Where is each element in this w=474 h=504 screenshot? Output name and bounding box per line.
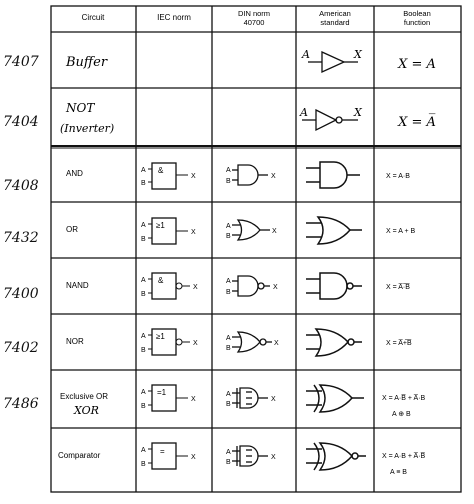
header-circuit: Circuit: [81, 13, 105, 22]
iec-nor-out: X: [193, 340, 198, 347]
din-nor-symbol: [232, 332, 272, 352]
ic-number-buffer: 7407: [3, 54, 39, 70]
iec-or-out: X: [191, 229, 196, 236]
iec-nand-symbol: [141, 273, 198, 299]
iec-nor-text: ≥1: [156, 332, 165, 341]
iec-and-in-a: A: [141, 167, 146, 174]
american-xnor-symbol: [306, 443, 366, 470]
american-and-symbol: [306, 162, 360, 188]
iec-comparator-out: X: [191, 454, 196, 461]
ic-number-nand: 7400: [3, 286, 39, 302]
boolean-not: X = A̅: [398, 115, 436, 130]
boolean-or: X = A + B: [386, 228, 416, 235]
iec-comparator-in-a: A: [141, 447, 146, 454]
iec-nand-out: X: [193, 284, 198, 291]
header-din-line2: 40700: [243, 18, 265, 27]
din-nor-in-b: B: [226, 345, 231, 352]
din-xor-out: X: [271, 396, 276, 403]
din-comparator-in-b: B: [226, 459, 231, 466]
boolean-nor: X = A̅+̅B̅: [386, 340, 412, 347]
circuit-or: OR: [66, 225, 78, 234]
boolean-and: X = A·B: [386, 173, 410, 180]
american-buffer-symbol: [308, 52, 358, 72]
iec-xor-in-a: A: [141, 389, 146, 396]
din-or-symbol: [232, 220, 270, 240]
header-boolean: [403, 9, 431, 27]
ic-number-or: 7432: [3, 230, 39, 246]
ic-number-nor: 7402: [3, 340, 39, 356]
iec-nor-in-b: B: [141, 347, 146, 354]
din-and-out: X: [271, 173, 276, 180]
iec-comparator-symbol: [141, 443, 196, 469]
circuit-and: AND: [66, 169, 83, 178]
boolean-xor: X = A·B̅ + A̅·B: [382, 395, 426, 402]
din-xor-symbol: [232, 388, 268, 408]
iec-or-in-b: B: [141, 236, 146, 243]
din-comparator-out: X: [271, 454, 276, 461]
iec-xor-in-b: B: [141, 403, 146, 410]
boolean-comparator-sub: A ≡ B: [390, 469, 407, 476]
din-and-in-b: B: [226, 178, 231, 185]
buffer-input-label: A: [302, 48, 310, 61]
ic-number-not: 7404: [3, 114, 39, 130]
circuit-xor: Exclusive OR: [60, 392, 109, 401]
not-input-label: A: [300, 106, 308, 119]
iec-comparator-in-b: B: [141, 461, 146, 468]
din-xor-in-b: B: [226, 401, 231, 408]
din-nand-symbol: [232, 276, 270, 296]
header-boolean-line2: function: [403, 18, 431, 27]
din-nand-in-b: B: [226, 289, 231, 296]
iec-nand-in-b: B: [141, 291, 146, 298]
header-american: [319, 9, 351, 27]
iec-nor-symbol: [141, 329, 198, 355]
circuit-nor: NOR: [66, 337, 84, 346]
iec-or-symbol: [141, 218, 196, 244]
din-or-out: X: [272, 228, 277, 235]
header-din: [238, 9, 270, 27]
american-nor-symbol: [306, 329, 362, 356]
din-and-in-a: A: [226, 167, 231, 174]
circuit-not-sub: (Inverter): [60, 122, 115, 135]
iec-and-symbol: [141, 163, 196, 189]
header-iec: IEC norm: [157, 13, 191, 22]
iec-or-text: ≥1: [156, 221, 165, 230]
header-american-line1: American: [319, 9, 351, 18]
header-boolean-line1: Boolean: [403, 9, 431, 18]
din-or-in-a: A: [226, 223, 231, 230]
din-or-in-b: B: [226, 233, 231, 240]
circuit-not: NOT: [66, 101, 95, 115]
iec-or-in-a: A: [141, 222, 146, 229]
din-nand-in-a: A: [226, 278, 231, 285]
din-nand-out: X: [273, 284, 278, 291]
din-comparator-in-a: A: [226, 449, 231, 456]
boolean-nand: X = A̅·̅B̅: [386, 284, 410, 291]
buffer-output-label: X: [354, 48, 362, 61]
american-nand-symbol: [306, 273, 362, 299]
boolean-comparator: X = A·B + A̅·B̅: [382, 453, 426, 460]
american-xor-symbol: [306, 385, 364, 412]
not-output-label: X: [354, 106, 362, 119]
din-nor-out: X: [274, 340, 279, 347]
circuit-buffer: Buffer: [66, 55, 108, 70]
boolean-buffer: X = A: [398, 57, 436, 72]
circuit-nand: NAND: [66, 281, 89, 290]
american-not-symbol: [302, 110, 358, 130]
iec-xor-text: =1: [157, 388, 167, 397]
iec-and-out: X: [191, 173, 196, 180]
boolean-xor-sub: A ⊕ B: [392, 411, 411, 418]
din-comparator-symbol: [232, 446, 268, 466]
iec-and-text: &: [158, 166, 164, 175]
iec-and-in-b: B: [141, 180, 146, 187]
iec-xor-out: X: [191, 396, 196, 403]
circuit-comparator: Comparator: [58, 451, 101, 460]
din-and-symbol: [232, 165, 268, 185]
iec-nor-in-a: A: [141, 333, 146, 340]
iec-nand-text: &: [158, 276, 164, 285]
iec-nand-in-a: A: [141, 277, 146, 284]
din-xor-in-a: A: [226, 391, 231, 398]
din-nor-in-a: A: [226, 335, 231, 342]
header-din-line1: DIN norm: [237, 9, 271, 18]
iec-xor-symbol: [141, 385, 196, 411]
header-american-line2: standard: [320, 18, 350, 27]
iec-comparator-text: =: [160, 447, 165, 456]
ic-number-xor: 7486: [3, 396, 39, 412]
ic-number-and: 7408: [3, 178, 39, 194]
circuit-xor-sub: XOR: [74, 404, 99, 417]
american-or-symbol: [306, 217, 362, 244]
